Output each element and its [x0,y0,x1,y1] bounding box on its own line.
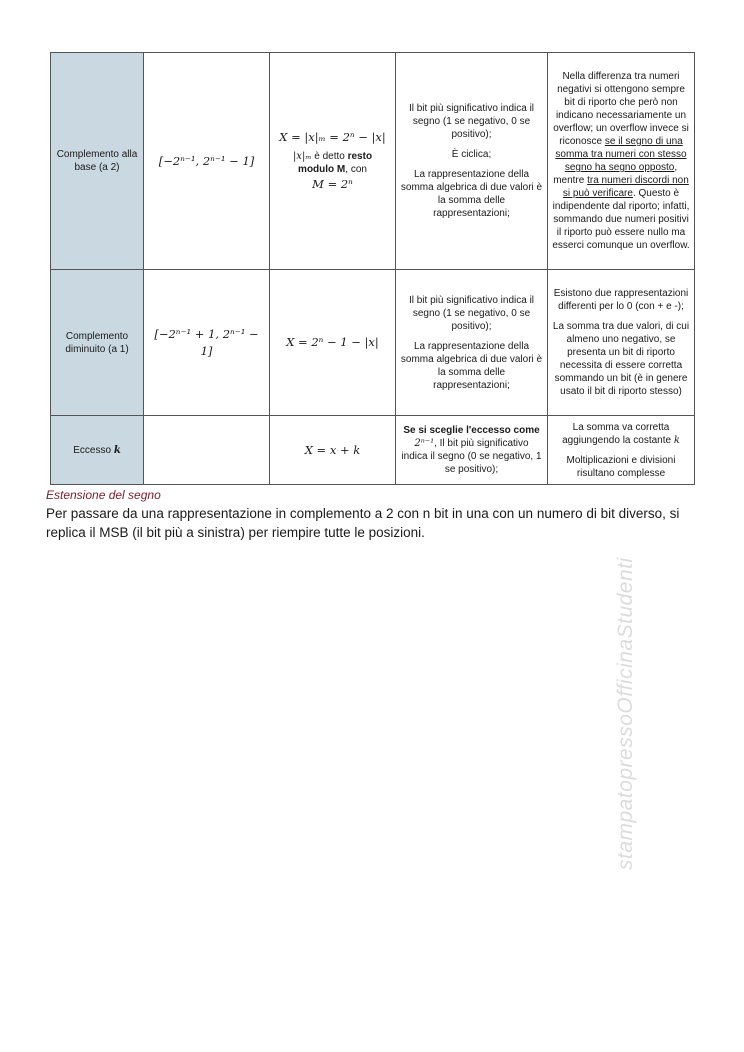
range-formula: [−2ⁿ⁻¹, 2ⁿ⁻¹ − 1] [158,153,255,168]
properties-cell [396,53,548,270]
range-cell [144,270,270,416]
note-text: La somma tra due valori, di cui almeno uno negativo, se presenta un bit di riporto necessita di essere corretta sommando un bit (è in genere usato il bit di riporto stesso) [552,321,690,397]
cyclic-text: È ciclica; [451,149,492,160]
note-text: La somma va corretta aggiungendo la costante k [562,421,680,446]
modulus-formula: M = 2ⁿ [312,177,353,191]
section-body: Per passare da una rappresentazione in complemento a 2 con n bit in una con un numero di bit diverso, si replica il MSB (il bit più a sinistra) per riempire tutte le posizioni. [46,506,680,540]
notes-cell [548,416,695,485]
main-formula: X = x + k [304,442,361,457]
table-row [51,53,695,270]
row-name-cell: Eccesso k [51,416,144,485]
properties-cell [396,270,548,416]
formula-cell [270,416,396,485]
main-formula: X = 2ⁿ − 1 − |x| [286,335,379,349]
representation-table [50,52,695,485]
notes-cell [548,270,695,416]
modulus-note: |x|ₘ è detto resto modulo M, con [292,151,373,175]
range-cell [144,416,270,485]
sum-text: La rappresentazione della somma algebrica di due valori è la somma delle rappresentazioni; [400,340,543,391]
properties-cell: Se si sceglie l'eccesso come 2ⁿ⁻¹, Il bit più significativo indica il segno (0 se negativo, 1 se positivo); [396,416,548,485]
formula-cell [270,270,396,416]
range-cell [144,53,270,270]
main-formula: X = |x|ₘ = 2ⁿ − |x| [279,130,386,144]
row-name-cell: Complemento diminuito (a 1) [51,270,144,416]
sign-text: Il bit più significativo indica il segno (1 se negativo, 0 se positivo); [408,294,535,332]
table-row [51,416,695,485]
range-formula: [−2ⁿ⁻¹ + 1, 2ⁿ⁻¹ − 1] [154,326,259,358]
table-row [51,270,695,416]
sign-text: Il bit più significativo indica il segno (1 se negativo, 0 se positivo); [408,103,535,140]
row-name-cell: Complemento alla base (a 2) [51,53,144,270]
formula-cell [270,53,396,270]
note-text: Esistono due rappresentazioni differenti per lo 0 (con + e -); [553,288,689,312]
section-title: Estensione del segno [46,488,161,502]
notes-cell: Nella differenza tra numeri negativi si ottengono sempre bit di riporto che però non indicano necessariamente un overflow; un overflow invece si riconosce se il segno di una somma tra numeri con stesso segno ha segno opposto, mentre tra numeri discordi non si può verificare. Questo è indipendente dal riporto; infatti, sommando due numeri positivi il riporto può essere nullo ma esserci comunque un overflow. [548,53,695,270]
note-text: Moltiplicazioni e divisioni risultano complesse [566,454,676,479]
sum-text: La rappresentazione della somma algebrica di due valori è la somma delle rappresentazioni; [400,169,543,219]
